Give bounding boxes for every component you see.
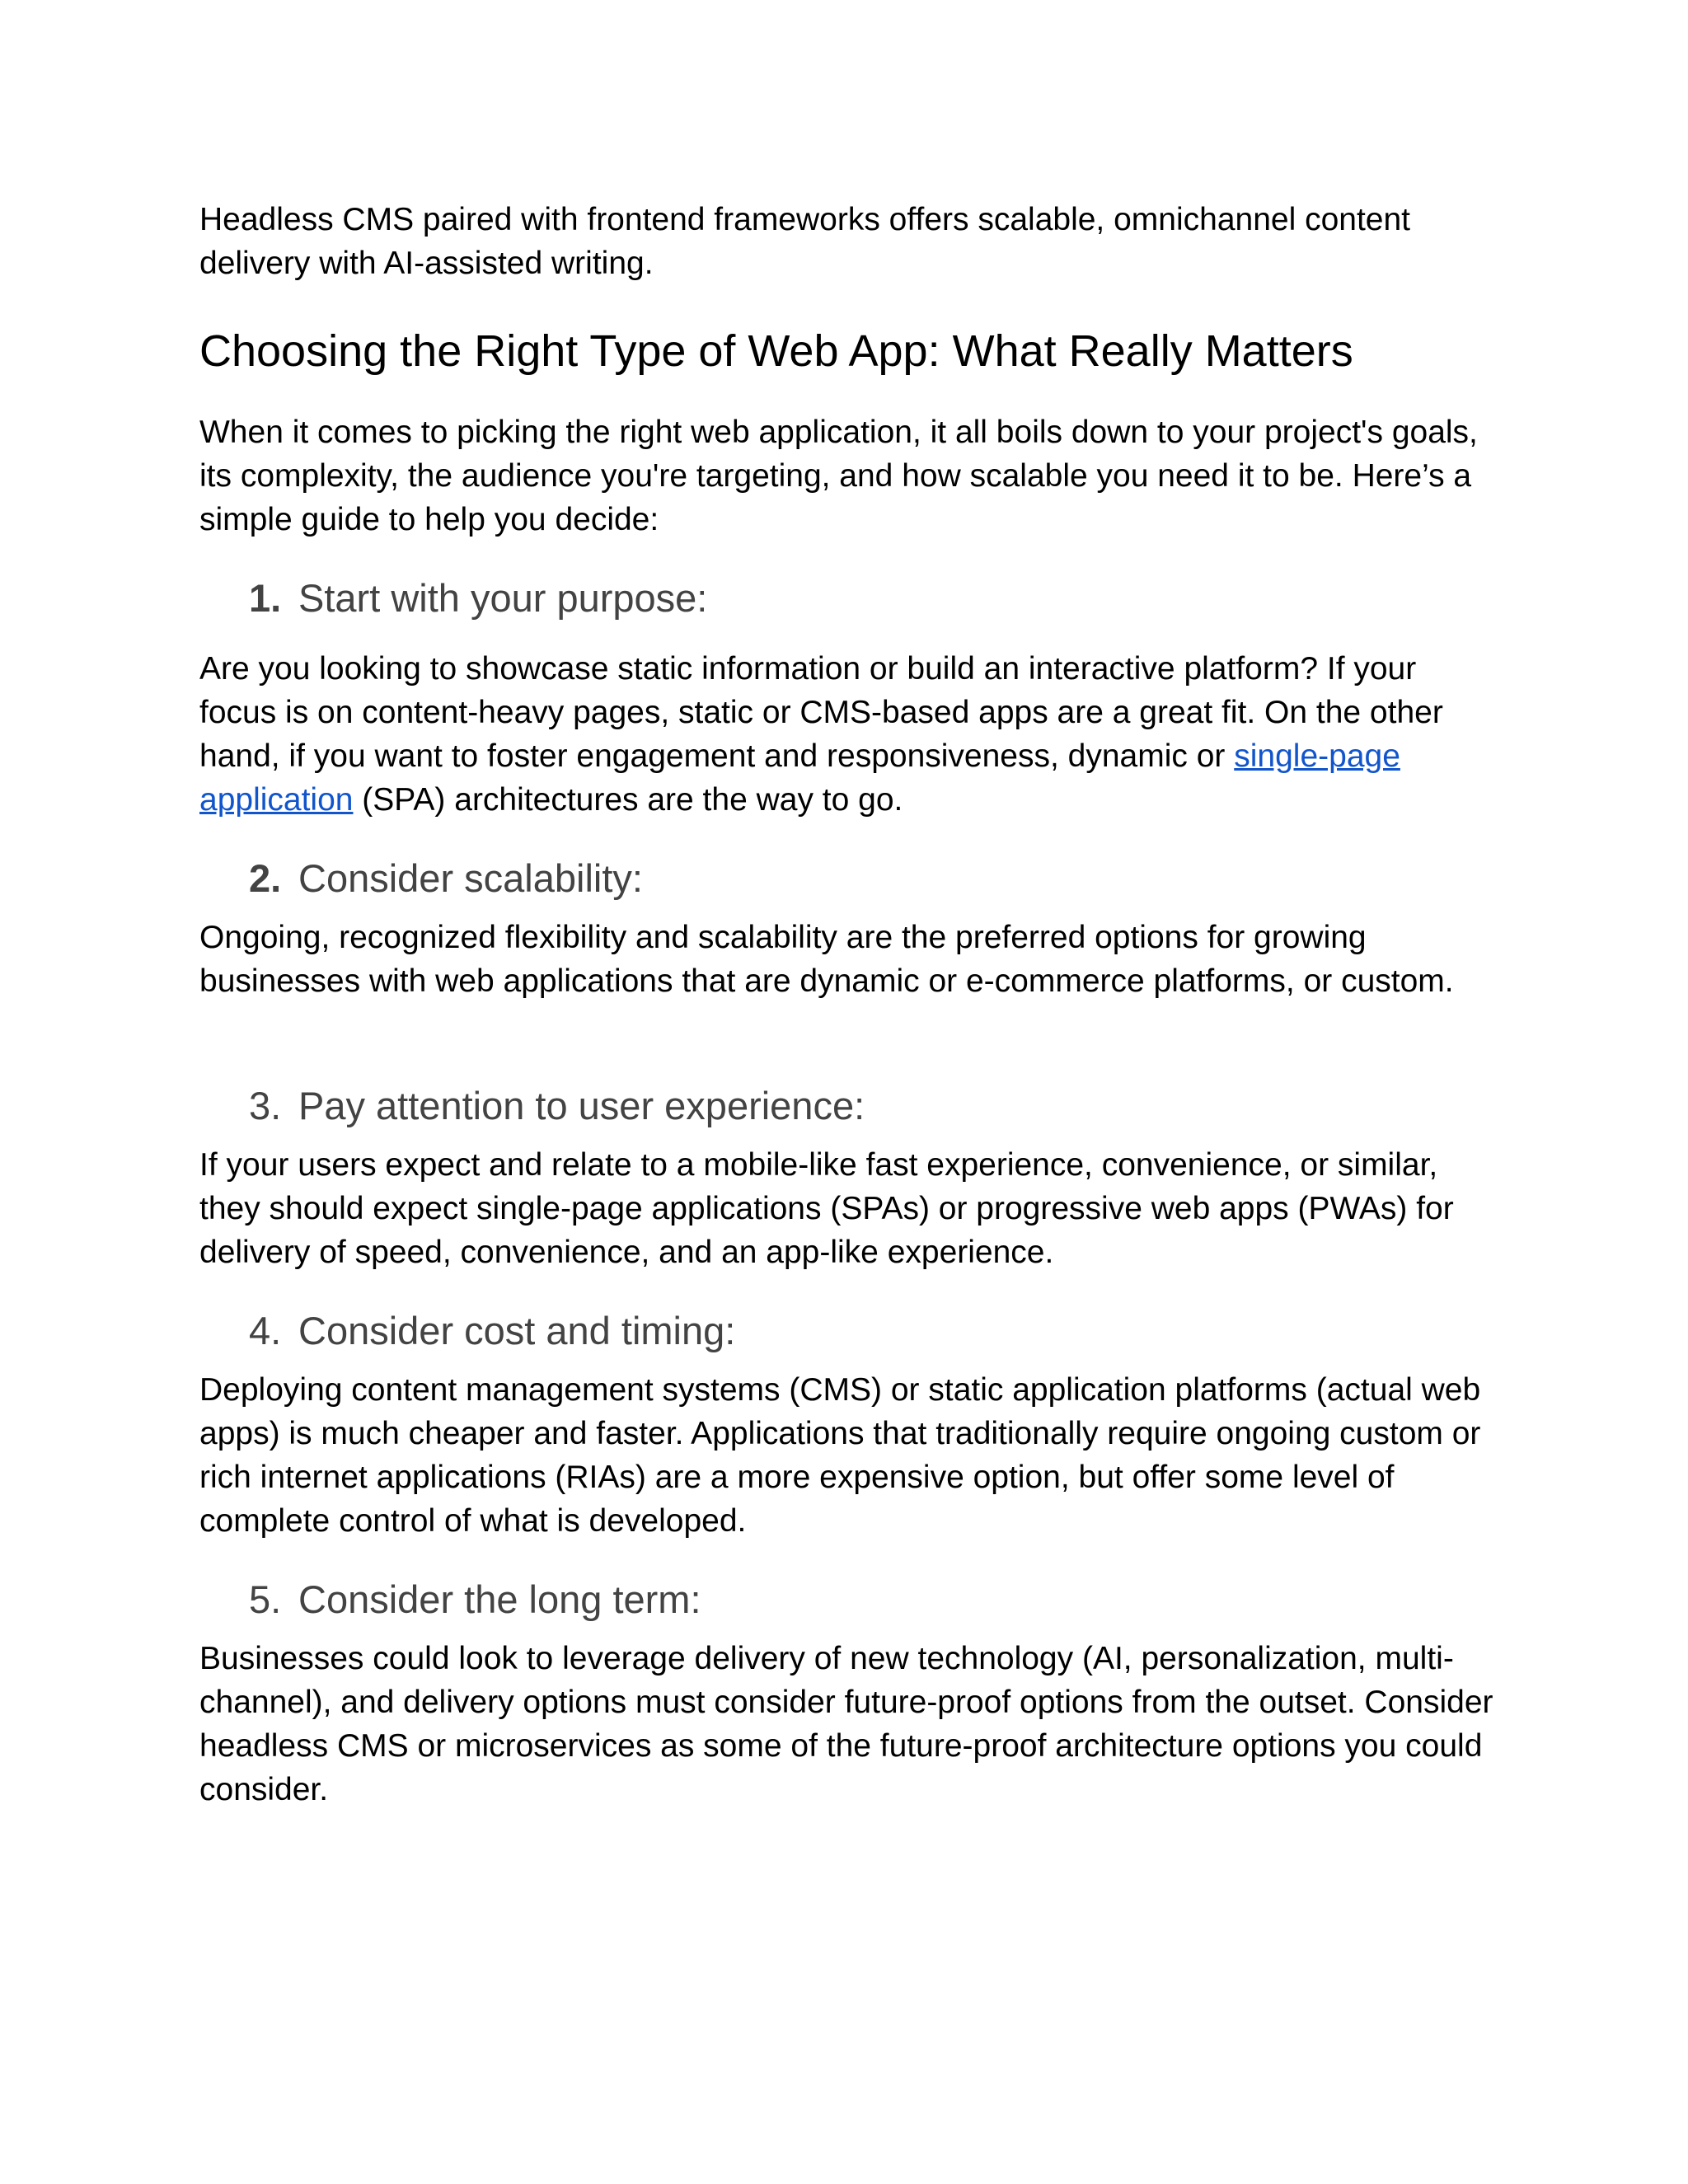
item-1-body-before: Are you looking to showcase static information or build an interactive platform? If your focus is on content-heavy pages, static or CMS-based apps are a great fit. On the other hand, if you want to foster engagement and responsiveness, dynamic or bbox=[199, 651, 1443, 774]
item-5-heading-text: Consider the long term: bbox=[298, 1577, 701, 1621]
section-title: Choosing the Right Type of Web App: What Really Matters bbox=[199, 326, 1353, 376]
item-1-body-after: (SPA) architectures are the way to go. bbox=[353, 782, 903, 818]
document-page bbox=[199, 198, 1493, 1811]
item-3-heading-text: Pay attention to user experience: bbox=[298, 1084, 865, 1127]
item-4-number: 4. bbox=[249, 1309, 282, 1352]
item-5-number: 5. bbox=[249, 1577, 282, 1621]
item-3-body: If your users expect and relate to a mobile-like fast experience, convenience, or similar, they should expect single-page applications (SPAs) or progressive web apps (PWAs) for delivery of speed, convenience, and an app-like experience. bbox=[199, 1147, 1454, 1270]
item-3-number: 3. bbox=[249, 1084, 282, 1127]
item-4-heading-text: Consider cost and timing: bbox=[298, 1309, 736, 1352]
single-page-application-link[interactable]: single-page application bbox=[199, 738, 1400, 818]
item-2-heading bbox=[199, 855, 1493, 902]
item-4-body: Deploying content management systems (CMS) or static application platforms (actual web apps) is much cheaper and faster. Applications that traditionally require ongoing custom or rich internet applications (RIAs) are a more expensive option, but offer some level of complete control of what is developed. bbox=[199, 1372, 1481, 1539]
item-3-heading bbox=[199, 1082, 1493, 1130]
item-5-heading bbox=[199, 1576, 1493, 1624]
intro-paragraph: Headless CMS paired with frontend frameworks offers scalable, omnichannel content delivery with AI-assisted writing. bbox=[199, 202, 1411, 281]
item-2-number: 2. bbox=[249, 856, 282, 900]
item-2-heading-text: Consider scalability: bbox=[298, 856, 643, 900]
section-lead-paragraph: When it comes to picking the right web application, it all boils down to your project's goals, its complexity, the audience you're targeting, and how scalable you need it to be. Here’s a simple guide to help you decide: bbox=[199, 415, 1478, 537]
item-1-heading-text: Start with your purpose: bbox=[298, 576, 708, 620]
item-1-body bbox=[199, 647, 1493, 822]
item-2-body: Ongoing, recognized flexibility and scalability are the preferred options for growing businesses with web applications that are dynamic or e-commerce platforms, or custom. bbox=[199, 920, 1454, 999]
item-5-body: Businesses could look to leverage delivery of new technology (AI, personalization, multi-channel), and delivery options must consider future-proof options from the outset. Consider headless CMS or microservices as some of the future-proof architecture options you could consider. bbox=[199, 1641, 1493, 1807]
item-4-heading bbox=[199, 1307, 1493, 1355]
item-1-number: 1. bbox=[249, 576, 282, 620]
item-1-heading bbox=[199, 574, 1493, 622]
